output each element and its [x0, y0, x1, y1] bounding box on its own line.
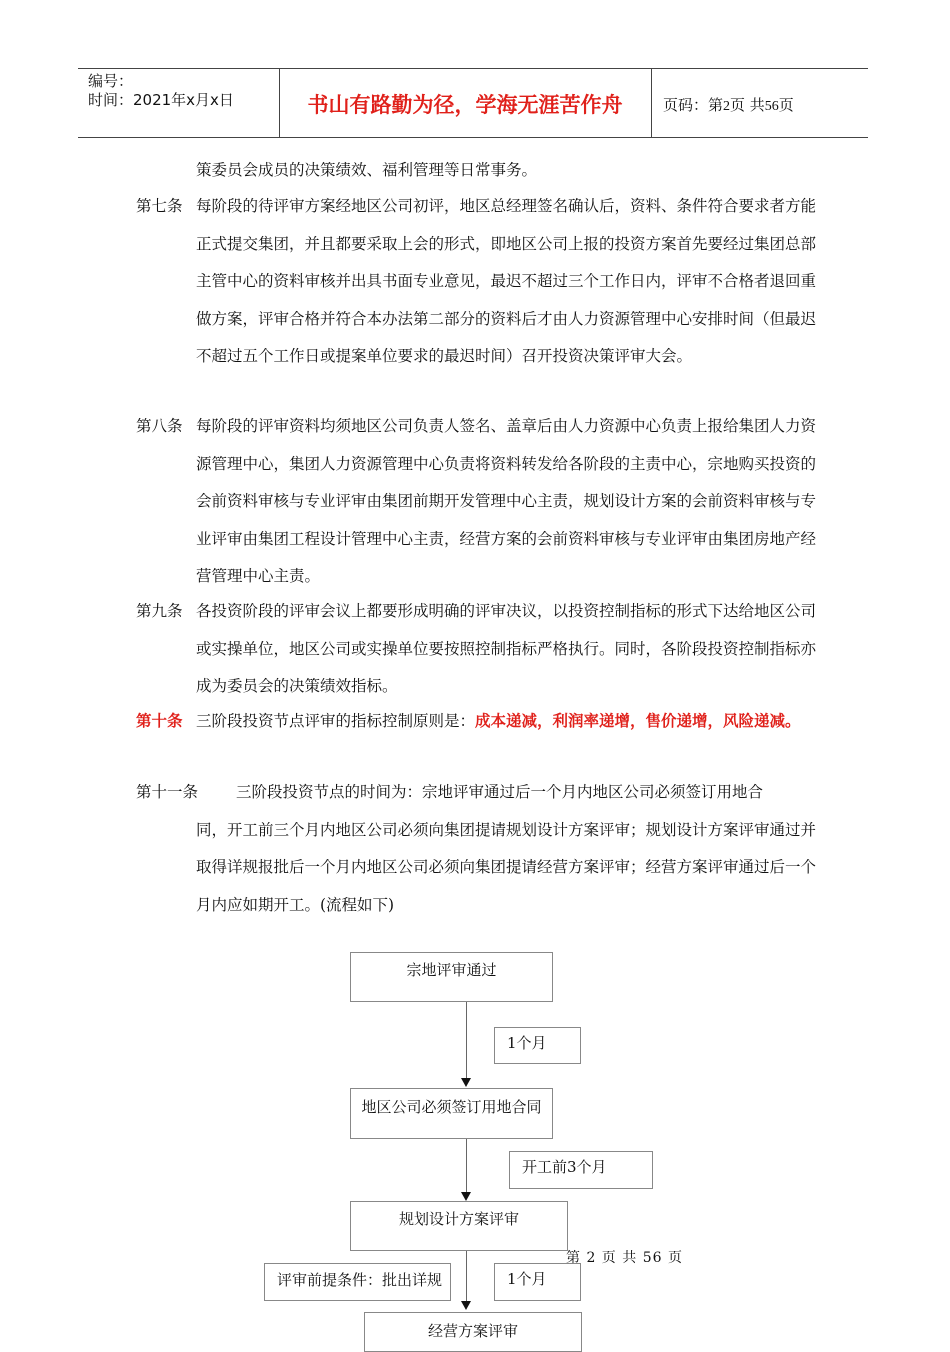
article-label: 第八条 [136, 417, 183, 435]
page-footer: 第 2 页 共 56 页 [566, 1250, 683, 1266]
document-number-label: 编号： [88, 72, 134, 90]
article-9 [136, 593, 826, 706]
header-page-info: 页码：第2页 共56页 [663, 96, 794, 114]
paragraph-continued [136, 152, 826, 190]
connector-line [466, 1139, 467, 1192]
article-text: 每阶段的评审资料均须地区公司负责人签名、盖章后由人力资源中心负责上报给集团人力资源管理中心，集团人力资源管理中心负责将资料转发给各阶段的主责中心，宗地购买投资的会前资料审核与专业评审由集团前期开发管理中心主责，规划设计方案的会前资料审核与专业评审由集团工程设计管理中心主责，经营方案的会前资料审核与专业评审由集团房地产经营管理中心主责。 [196, 417, 817, 585]
article-8 [136, 408, 826, 596]
arrow-down-icon [461, 1078, 471, 1087]
article-text: 同，开工前三个月内地区公司必须向集团提请规划设计方案评审；规划设计方案评审通过并取得详规报批后一个月内地区公司必须向集团提请经营方案评审；经营方案评审通过后一个月内应如期开工。(流程如下) [196, 820, 817, 914]
flow-step-land-approved: 宗地评审通过 [350, 952, 553, 1002]
document-time-label: 时间：2021年x月x日 [88, 91, 234, 109]
flow-step-operation-review: 经营方案评审 [364, 1312, 582, 1352]
article-10 [136, 702, 826, 741]
arrow-down-icon [461, 1192, 471, 1201]
flow-interval-label: 1个月 [494, 1263, 581, 1301]
header-motto: 书山有路勤为径，学海无涯苦作舟 [307, 93, 623, 117]
flow-step-sign-land-contract: 地区公司必须签订用地合同 [350, 1088, 553, 1139]
flow-step-planning-review: 规划设计方案评审 [350, 1201, 568, 1251]
paragraph-text: 策委员会成员的决策绩效、福利管理等日常事务。 [196, 161, 538, 179]
header-meta [88, 72, 234, 110]
flow-interval-label: 1个月 [494, 1027, 581, 1064]
article-label: 第十一条 [136, 783, 199, 801]
article-7 [136, 188, 826, 376]
page-header [78, 68, 868, 138]
header-divider [651, 69, 652, 137]
article-text: 每阶段的待评审方案经地区公司初评，地区总经理签名确认后，资料、条件符合要求者方能正式提交集团，并且都要采取上会的形式，即地区公司上报的投资方案首先要经过集团总部主管中心的资料审核并出具书面专业意见，最迟不超过三个工作日内，评审不合格者退回重做方案，评审合格并符合本办法第二部分的资料后才由人力资源管理中心安排时间（但最迟不超过五个工作日或提案单位要求的最迟时间）召开投资决策评审大会。 [196, 197, 817, 365]
highlighted-principle: 成本递减，利润率递增，售价递增，风险递减。 [475, 711, 801, 730]
connector-line [466, 1251, 467, 1301]
flow-condition-label: 评审前提条件：批出详规 [264, 1263, 451, 1301]
article-11 [136, 774, 826, 924]
article-text: 各投资阶段的评审会议上都要形成明确的评审决议，以投资控制指标的形式下达给地区公司或实操单位，地区公司或实操单位要按照控制指标严格执行。同时，各阶段投资控制指标亦成为委员会的决策绩效指标。 [196, 602, 817, 695]
article-text-first-line: 三阶段投资节点的时间为：宗地评审通过后一个月内地区公司必须签订用地合 [236, 783, 764, 801]
article-label: 第七条 [136, 197, 183, 215]
article-label: 第十条 [136, 711, 183, 730]
article-text: 三阶段投资节点评审的指标控制原则是：成本递减，利润率递增，售价递增，风险递减。 [196, 711, 801, 730]
total-page-number: 56 [764, 99, 779, 114]
article-label: 第九条 [136, 602, 183, 620]
connector-line [466, 1002, 467, 1078]
flow-interval-label: 开工前3个月 [509, 1151, 653, 1189]
arrow-down-icon [461, 1301, 471, 1310]
current-page-number: 2 [723, 99, 731, 114]
